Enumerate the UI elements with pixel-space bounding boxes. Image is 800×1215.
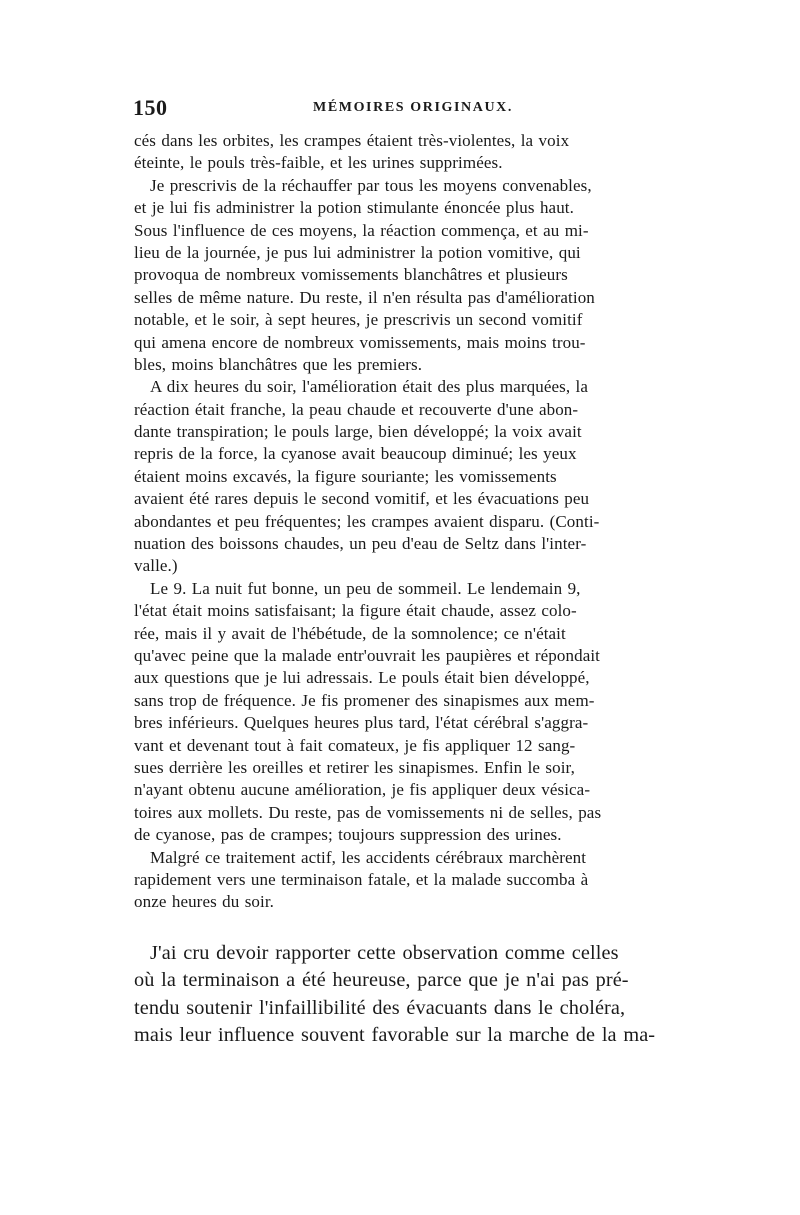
text-line: Malgré ce traitement actif, les accidents cérébraux marchèrent <box>150 847 587 867</box>
section-spacer <box>134 914 668 940</box>
body-text <box>134 130 668 1050</box>
text-line: repris de la force, la cyanose avait beaucoup diminué; les yeux <box>134 444 577 464</box>
text-line: A dix heures du soir, l'amélioration était des plus marquées, la <box>150 377 589 397</box>
paragraph-treatment <box>134 175 668 377</box>
text-line: notable, et le soir, à sept heures, je prescrivis un second vomitif <box>134 310 583 330</box>
text-line: Le 9. La nuit fut bonne, un peu de sommeil. Le lendemain 9, <box>150 578 581 598</box>
page-header <box>133 95 668 125</box>
text-line: lieu de la journée, je pus lui administrer la potion vomitive, qui <box>134 242 581 262</box>
text-line: onze heures du soir. <box>134 892 275 912</box>
paragraph-continued <box>134 130 668 175</box>
text-line: rée, mais il y avait de l'hébétude, de la somnolence; ce n'était <box>134 623 566 643</box>
text-line: tendu soutenir l'infaillibilité des évacuants dans le choléra, <box>134 996 626 1019</box>
text-line: nuation des boissons chaudes, un peu d'eau de Seltz dans l'inter- <box>134 534 587 554</box>
text-line: qu'avec peine que la malade entr'ouvrait les paupières et répondait <box>134 645 600 665</box>
closing-paragraph <box>134 940 668 1050</box>
text-line: valle.) <box>134 556 178 576</box>
text-line: J'ai cru devoir rapporter cette observation comme celles <box>150 941 619 964</box>
text-line: cés dans les orbites, les crampes étaient très-violentes, la voix <box>134 131 570 150</box>
text-line: rapidement vers une terminaison fatale, et la malade succomba à <box>134 869 589 889</box>
text-line: provoqua de nombreux vomissements blanchâtres et plusieurs <box>134 265 568 285</box>
text-line: dante transpiration; le pouls large, bien développé; la voix avait <box>134 422 582 442</box>
text-line: étaient moins excavés, la figure souriante; les vomissements <box>134 466 557 486</box>
text-line: bres inférieurs. Quelques heures plus tard, l'état cérébral s'aggra- <box>134 713 589 733</box>
text-line: avaient été rares depuis le second vomitif, et les évacuations peu <box>134 489 590 509</box>
text-line: selles de même nature. Du reste, il n'en résulta pas d'amélioration <box>134 287 595 307</box>
text-line: abondantes et peu fréquentes; les crampes avaient disparu. (Conti- <box>134 511 600 531</box>
text-line: et je lui fis administrer la potion stimulante énoncée plus haut. <box>134 198 574 218</box>
text-line: sans trop de fréquence. Je fis promener des sinapismes aux mem- <box>134 690 595 710</box>
paragraph-evening <box>134 376 668 578</box>
text-line: sues derrière les oreilles et retirer les sinapismes. Enfin le soir, <box>134 757 575 777</box>
text-line: aux questions que je lui adressais. Le pouls était bien développé, <box>134 668 590 688</box>
text-line: Je prescrivis de la réchauffer par tous les moyens convenables, <box>150 175 592 195</box>
text-line: toires aux mollets. Du reste, pas de vomissements ni de selles, pas <box>134 802 602 822</box>
text-line: qui amena encore de nombreux vomissements, mais moins trou- <box>134 332 586 352</box>
text-line: n'ayant obtenu aucune amélioration, je fis appliquer deux vésica- <box>134 780 591 800</box>
text-line: réaction était franche, la peau chaude et recouverte d'une abon- <box>134 399 579 419</box>
text-line: mais leur influence souvent favorable sur la marche de la ma- <box>134 1024 656 1047</box>
running-title: MÉMOIRES ORIGINAUX. <box>313 100 513 115</box>
text-line: vant et devenant tout à fait comateux, je fis appliquer 12 sang- <box>134 735 576 755</box>
text-line: bles, moins blanchâtres que les premiers. <box>134 354 423 374</box>
text-line: éteinte, le pouls très-faible, et les urines supprimées. <box>134 153 503 173</box>
text-line: Sous l'influence de ces moyens, la réaction commença, et au mi- <box>134 220 589 240</box>
page-number: 150 <box>133 95 168 120</box>
text-line: de cyanose, pas de crampes; toujours suppression des urines. <box>134 825 562 845</box>
text-line: l'état était moins satisfaisant; la figure était chaude, assez colo- <box>134 601 577 621</box>
text-line: où la terminaison a été heureuse, parce que je n'ai pas pré- <box>134 969 629 992</box>
paragraph-outcome <box>134 847 668 914</box>
paragraph-day-nine <box>134 578 668 847</box>
